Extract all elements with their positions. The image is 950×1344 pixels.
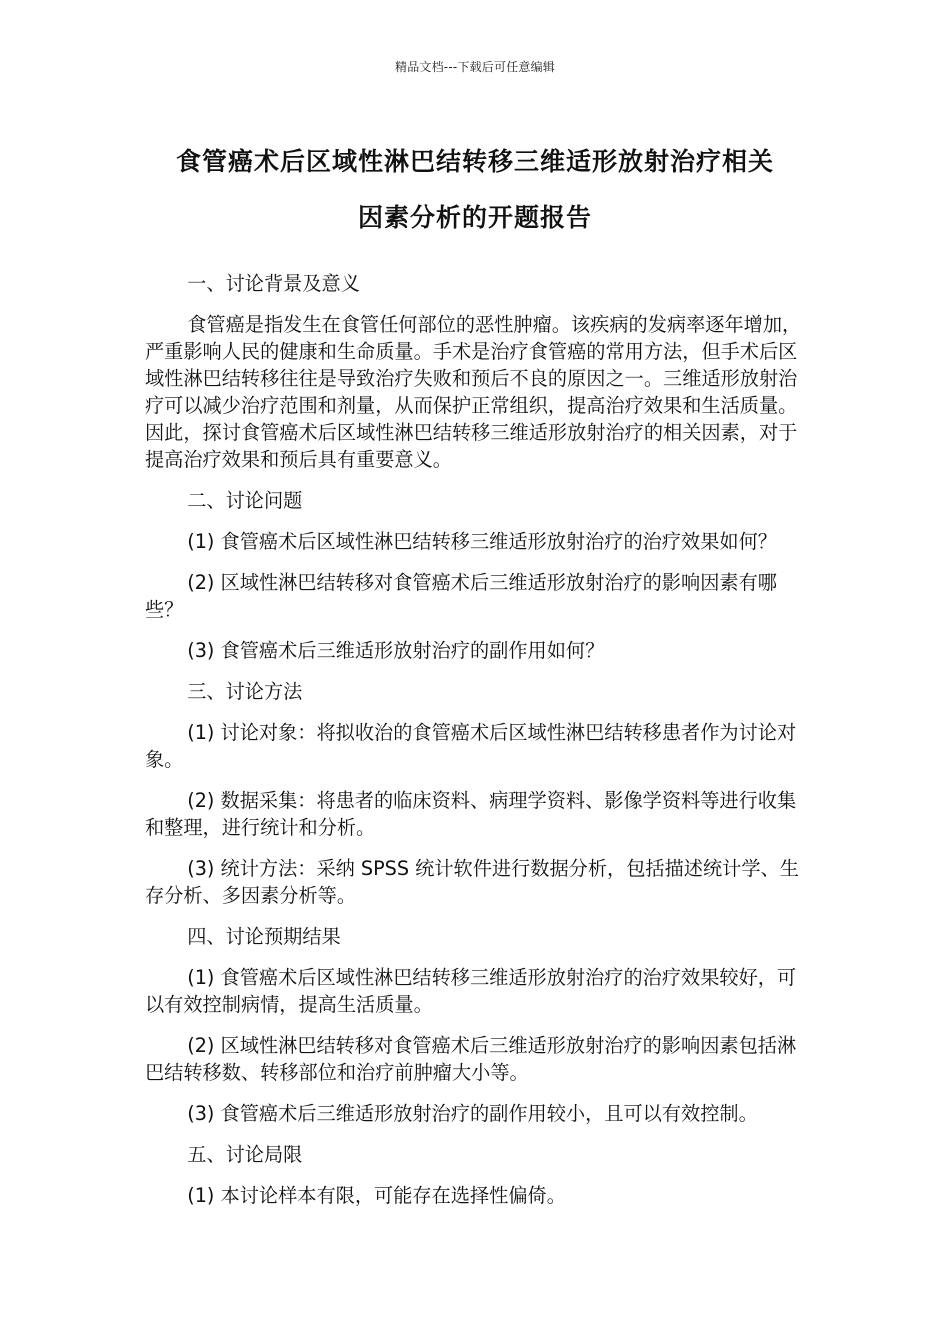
section-heading-limitations: 五、讨论局限 [187,1143,303,1166]
section-heading-questions: 二、讨论问题 [187,489,303,512]
question-item-2: (2) 区域性淋巴结转移对食管癌术后三维适形放射治疗的影响因素有哪些？ [145,571,777,621]
limitation-item-1: (1) 本讨论样本有限，可能存在选择性偏倚。 [187,1184,566,1207]
title-line-2: 因素分析的开题报告 [357,203,592,232]
document-body [145,270,810,1223]
question-item-3: (3) 食管癌术后三维适形放射治疗的副作用如何？ [187,639,605,662]
section-heading-background: 一、讨论背景及意义 [187,272,360,295]
background-paragraph: 食管癌是指发生在食管任何部位的恶性肿瘤。该疾病的发病率逐年增加，严重影响人民的健康和生命质量。手术是治疗食管癌的常用方法，但手术后区域性淋巴结转移往往是导致治疗失败和预后不良的原因之一。三维适形放射治疗可以减少治疗范围和剂量，从而保护正常组织，提高治疗效果和生活质量。因此，探讨食管癌术后区域性淋巴结转移三维适形放射治疗的相关因素，对于提高治疗效果和预后具有重要意义。 [145,313,802,471]
question-item-1: (1) 食管癌术后区域性淋巴结转移三维适形放射治疗的治疗效果如何？ [187,530,777,553]
result-item-1: (1) 食管癌术后区域性淋巴结转移三维适形放射治疗的治疗效果较好，可以有效控制病情，提高生活质量。 [145,966,797,1016]
result-item-2: (2) 区域性淋巴结转移对食管癌术后三维适形放射治疗的影响因素包括淋巴结转移数、转移部位和治疗前肿瘤大小等。 [145,1034,797,1084]
result-item-3: (3) 食管癌术后三维适形放射治疗的副作用较小，且可以有效控制。 [187,1102,758,1125]
document-title [145,134,805,246]
method-item-1: (1) 讨论对象：将拟收治的食管癌术后区域性淋巴结转移患者作为讨论对象。 [145,721,797,771]
page-header-note: 精品文档---下载后可任意编辑 [395,60,555,74]
title-line-1: 食管癌术后区域性淋巴结转移三维适形放射治疗相关 [175,147,774,176]
section-heading-methods: 三、讨论方法 [187,680,303,703]
method-item-2: (2) 数据采集：将患者的临床资料、病理学资料、影像学资料等进行收集和整理，进行统计和分析。 [145,789,797,839]
section-heading-expected-results: 四、讨论预期结果 [187,925,341,948]
method-item-3: (3) 统计方法：采纳 SPSS 统计软件进行数据分析，包括描述统计学、生存分析、多因素分析等。 [145,857,799,907]
